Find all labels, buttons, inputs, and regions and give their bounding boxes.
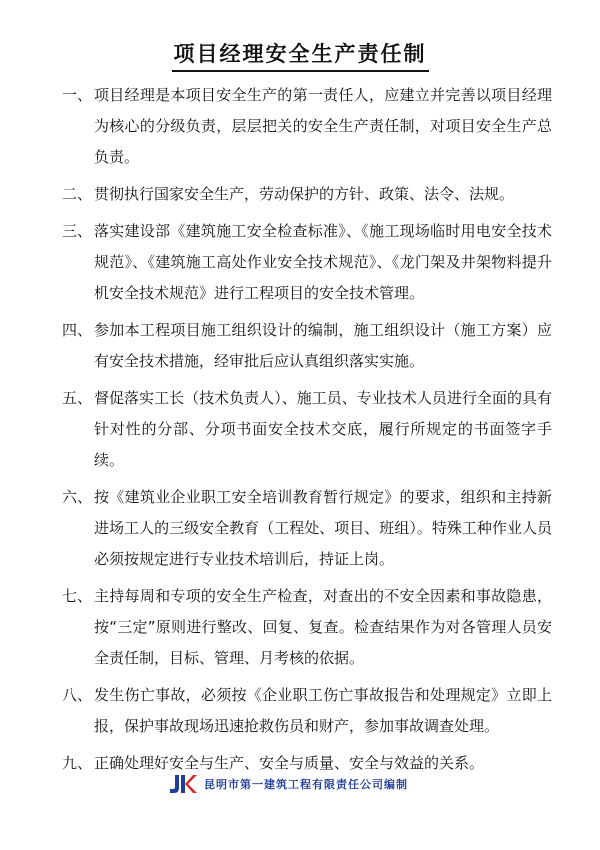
clause-text: 贯彻执行国家安全生产，劳动保护的方针、政策、法令、法规。 <box>94 185 515 203</box>
clause-number: 四、 <box>62 321 93 339</box>
clause-text: 落实建设部《建筑施工安全检查标准》、《施工现场临时用电安全技术规范》、《建筑施工高处作业安全技术规范》、《龙门架及井架物料提升机安全技术规范》进行工程项目的安全技术管理。 <box>94 222 552 302</box>
clause-number: 一、 <box>62 86 93 104</box>
clause-number: 七、 <box>62 587 93 605</box>
clause-text: 项目经理是本项目安全生产的第一责任人，应建立并完善以项目经理为核心的分级负责，层层把关的安全生产责任制，对项目安全生产总负责。 <box>94 86 552 166</box>
clause-item <box>62 80 552 173</box>
footer <box>168 772 408 796</box>
clause-text: 主持每周和专项的安全生产检查，对查出的不安全因素和事故隐患，按“三定”原则进行整改、回复、复查。检查结果作为对各管理人员安全责任制，目标、管理、月考核的依据。 <box>94 587 552 667</box>
footer-company-text: 昆明市第一建筑工程有限责任公司编制 <box>204 778 408 791</box>
clause-text: 发生伤亡事故，必须按《企业职工伤亡事故报告和处理规定》立即上报，保护事故现场迅速抢救伤员和财产，参加事故调查处理。 <box>94 686 552 735</box>
clause-list <box>62 80 552 785</box>
clause-item <box>62 383 552 476</box>
clause-text: 按《建筑业企业职工安全培训教育暂行规定》的要求，组织和主持新进场工人的三级安全教育（工程处、项目、班组）。特殊工种作业人员必须按规定进行专业技术培训后，持证上岗。 <box>94 488 552 568</box>
clause-number: 九、 <box>62 754 93 772</box>
clause-text: 正确处理好安全与生产、安全与质量、安全与效益的关系。 <box>94 754 485 772</box>
company-logo-icon <box>168 773 198 795</box>
clause-text: 督促落实工长（技术负责人）、施工员、专业技术人员进行全面的具有针对性的分部、分项书面安全技术交底，履行所规定的书面签字手续。 <box>94 389 552 469</box>
clause-item <box>62 179 552 210</box>
company-logo-graphic <box>168 773 198 795</box>
clause-item <box>62 216 552 309</box>
clause-number: 五、 <box>62 389 93 407</box>
clause-item <box>62 680 552 742</box>
clause-number: 二、 <box>62 185 93 203</box>
clause-item <box>62 315 552 377</box>
title-wrapper <box>0 40 600 72</box>
clause-number: 三、 <box>62 222 93 240</box>
clause-item <box>62 581 552 674</box>
document-title: 项目经理安全生产责任制 <box>172 40 429 72</box>
clause-item <box>62 482 552 575</box>
clause-number: 六、 <box>62 488 93 506</box>
clause-number: 八、 <box>62 686 93 704</box>
clause-text: 参加本工程项目施工组织设计的编制，施工组织设计（施工方案）应有安全技术措施，经审批后应认真组织落实实施。 <box>94 321 552 370</box>
